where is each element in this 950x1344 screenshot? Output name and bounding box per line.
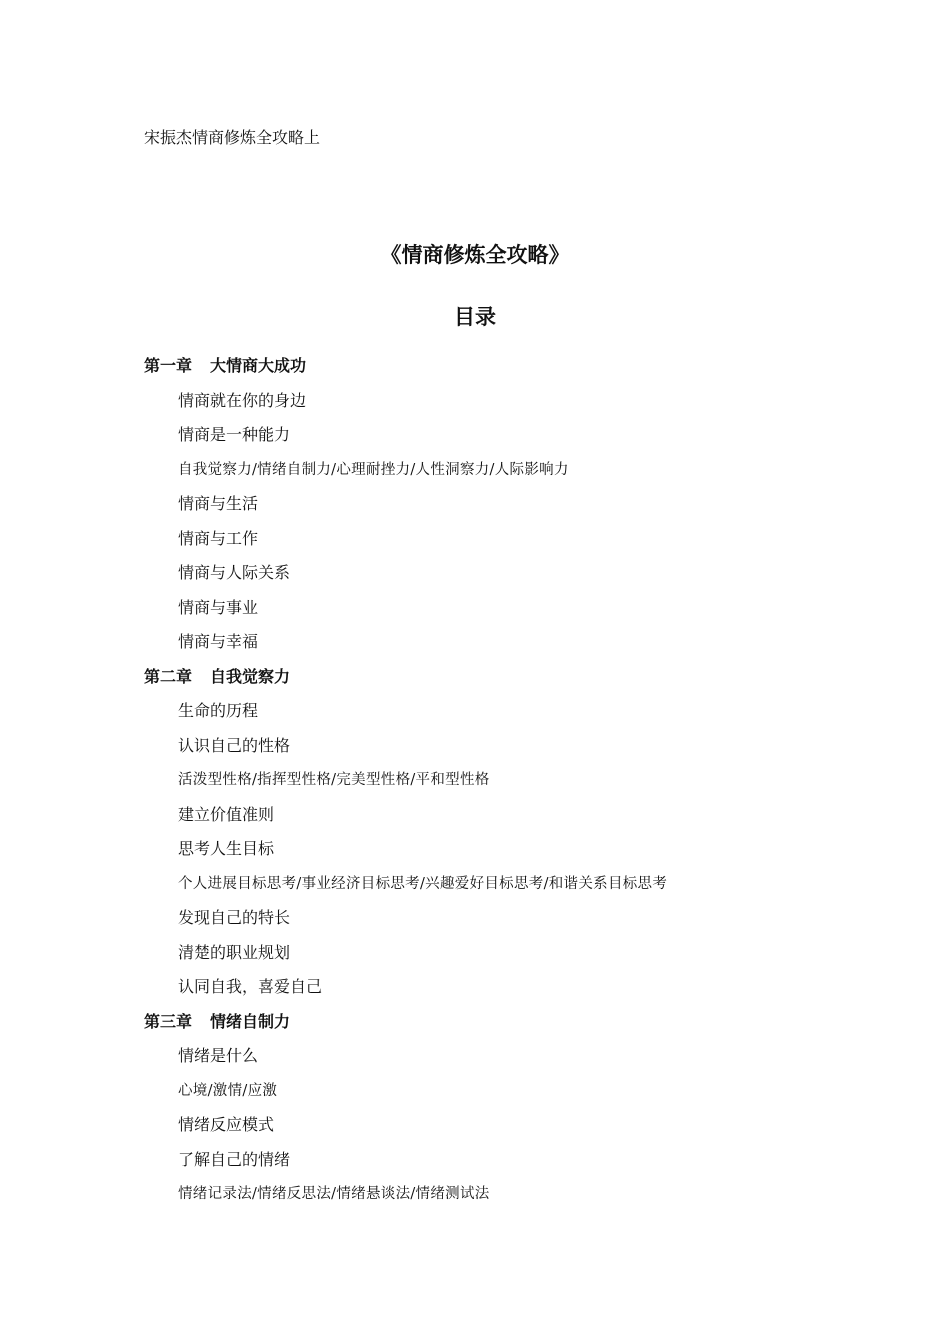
toc-entry-list: 情绪记录法/情绪反思法/情绪悬谈法/情绪测试法 (178, 1186, 490, 1202)
toc-entry: 建立价值准则 (178, 804, 275, 824)
toc-entry: 认识自己的性格 (178, 735, 291, 755)
document-title: 《情商修炼全攻略》 (380, 243, 570, 267)
toc-entry: 情商就在你的身边 (178, 390, 307, 410)
toc-entry: 思考人生目标 (178, 839, 275, 858)
chapter-heading-2 (144, 660, 844, 695)
chapter-name: 情绪自制力 (210, 1011, 291, 1031)
toc-heading: 目录 (454, 305, 496, 329)
chapter-heading-3 (144, 1005, 844, 1040)
toc-entry-list: 自我觉察力/情绪自制力/心理耐挫力/人性洞察力/人际影响力 (178, 461, 569, 478)
toc-entry: 情商与事业 (178, 597, 259, 617)
chapter-name: 大情商大成功 (210, 356, 307, 375)
toc-entry: 了解自己的情绪 (178, 1149, 291, 1169)
chapter-heading-1 (144, 349, 844, 384)
toc-entry: 生命的历程 (178, 701, 259, 720)
toc-entry: 清楚的职业规划 (178, 942, 291, 962)
toc-entry: 认同自我，喜爱自己 (178, 977, 323, 996)
toc-entry: 情商与工作 (178, 528, 259, 548)
toc-entry-list: 活泼型性格/指挥型性格/完美型性格/平和型性格 (178, 772, 490, 788)
toc-entry: 发现自己的特长 (178, 908, 291, 927)
table-of-contents (144, 349, 844, 1212)
chapter-number: 第二章 (144, 666, 193, 686)
toc-entry: 情商与生活 (178, 494, 259, 513)
toc-entry: 情商与幸福 (178, 632, 259, 651)
chapter-number: 第三章 (144, 1011, 193, 1031)
toc-entry-list: 个人进展目标思考/事业经济目标思考/兴趣爱好目标思考/和谐关系目标思考 (178, 875, 668, 892)
toc-entry: 情绪反应模式 (178, 1115, 275, 1134)
chapter-number: 第一章 (144, 356, 193, 375)
toc-entry-list: 心境/激情/应激 (178, 1082, 278, 1099)
chapter-name: 自我觉察力 (210, 666, 291, 686)
toc-entry: 情商是一种能力 (178, 425, 291, 444)
document-header: 宋振杰情商修炼全攻略上 (144, 128, 321, 147)
toc-entry: 情商与人际关系 (178, 563, 291, 582)
toc-entry: 情绪是什么 (178, 1046, 259, 1065)
